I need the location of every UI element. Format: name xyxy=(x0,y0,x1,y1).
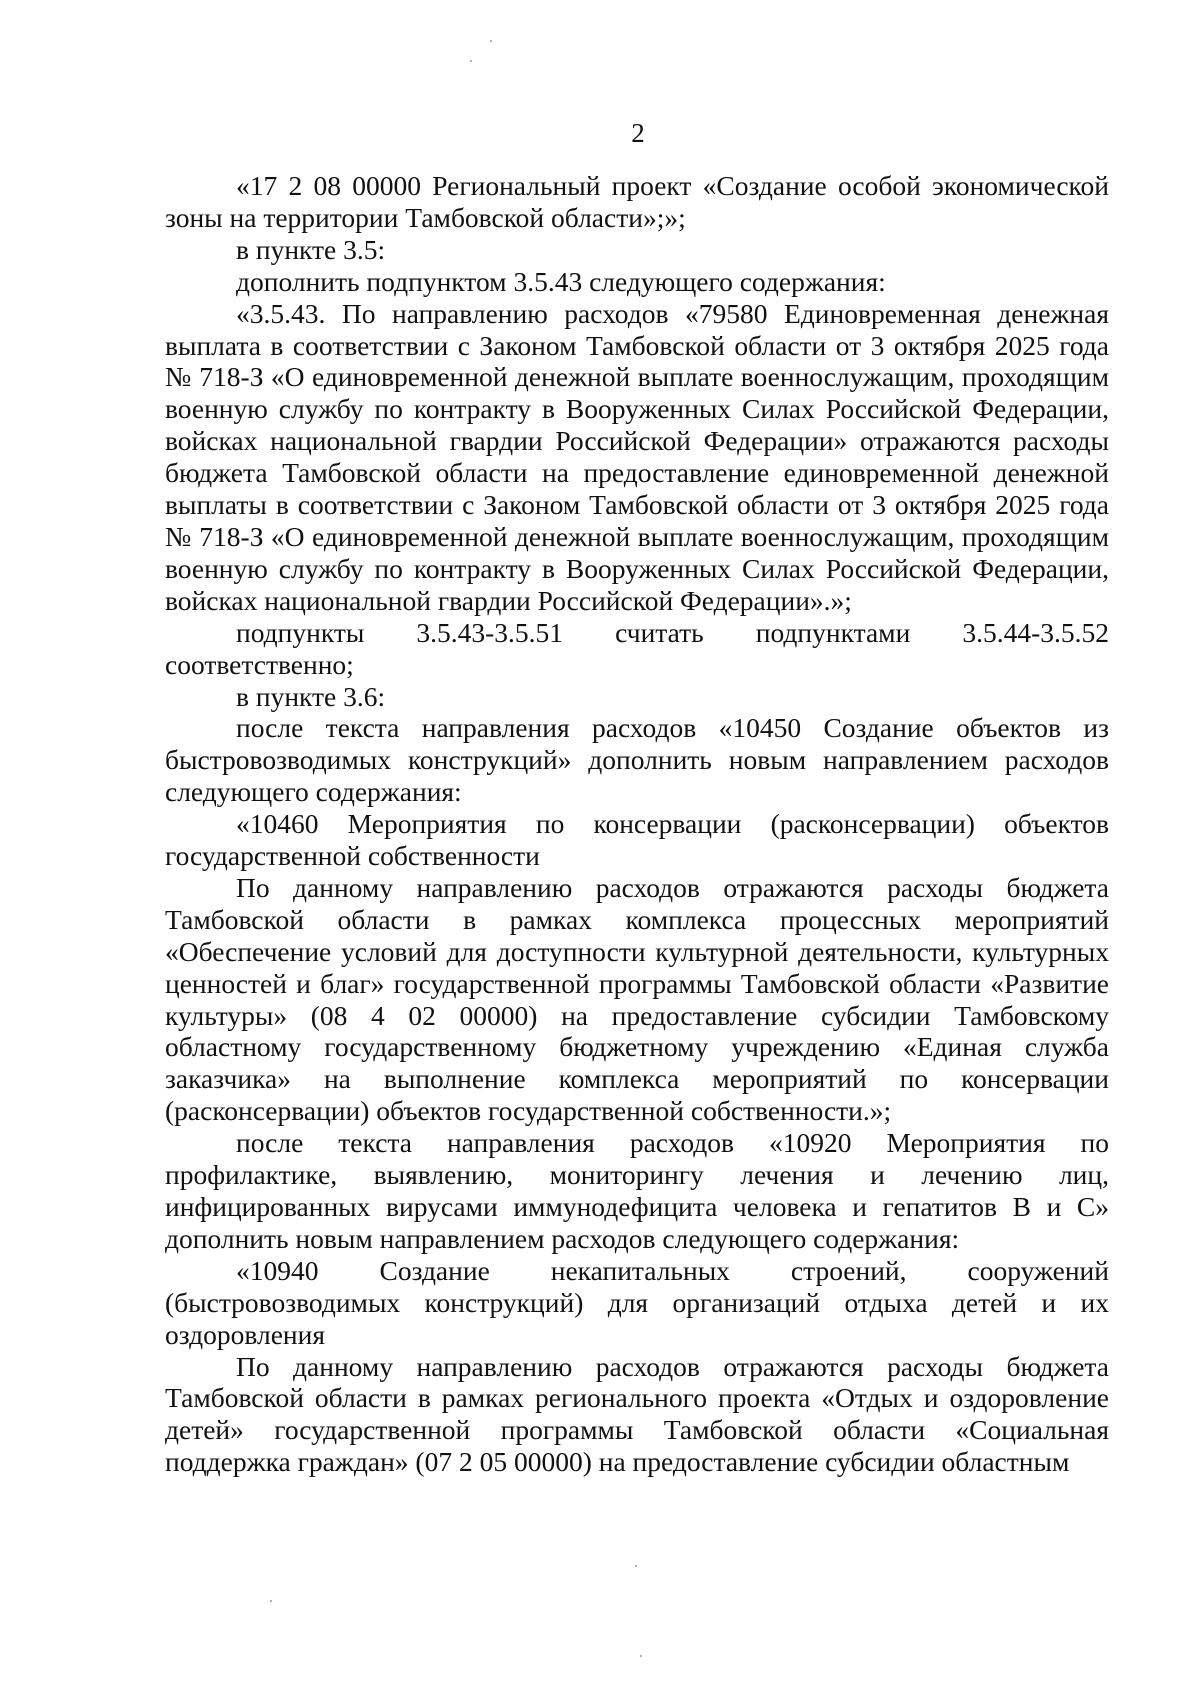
paragraph-subpoint-3-5-43: «3.5.43. По направлению расходов «79580 Единовременная денежная выплата в соответствии с Законом Тамбовской области от 3 октября 2025 года № 718-З «О единовременной денежной выплате военнослужащим, проходящим военную службу по контракту в Вооруженных Силах Российской Федерации, войсках национальной гвардии Российской Федерации» отражаются расходы бюджета Тамбовской области на предоставление единовременной денежной выплаты в соответствии с Законом Тамбовской области от 3 октября 2025 года № 718-З «О единовременной денежной выплате военнослужащим, проходящим военную службу по контракту в Вооруженных Силах Российской Федерации, войсках национальной гвардии Российской Федерации».»; xyxy=(165,297,1109,616)
paragraph-10940-description: По данному направлению расходов отражаются расходы бюджета Тамбовской области в рамках регионального проекта «Отдых и оздоровление детей» государственной программы Тамбовской области «Социальная поддержка граждан» (07 2 05 00000) на предоставление субсидии областным xyxy=(165,1350,1109,1478)
scan-speck xyxy=(635,1565,637,1567)
paragraph-10460-title: «10460 Мероприятия по консервации (расконсервации) объектов государственной собственности xyxy=(165,808,1109,872)
scan-speck xyxy=(470,60,472,62)
paragraph-regional-project: «17 2 08 00000 Региональный проект «Создание особой экономической зоны на территории Тамбовской области»;»; xyxy=(165,170,1109,233)
paragraph-after-10920: после текста направления расходов «10920 Мероприятия по профилактике, выявлению, мониторингу лечения и лечению лиц, инфицированных вирусами иммунодефицита человека и гепатитов B и C» дополнить новым направлением расходов следующего содержания: xyxy=(165,1127,1109,1254)
page-number: 2 xyxy=(631,118,645,148)
scan-speck xyxy=(490,40,492,42)
document-body xyxy=(165,170,1109,1478)
paragraph-10460-description: По данному направлению расходов отражаются расходы бюджета Тамбовской области в рамках комплекса процессных мероприятий «Обеспечение условий для доступности культурной деятельности, культурных ценностей и благ» государственной программы Тамбовской области «Развитие культуры» (08 4 02 00000) на предоставление субсидии Тамбовскому областному государственному бюджетному учреждению «Единая служба заказчика» на выполнение комплекса мероприятий по консервации (расконсервации) объектов государственной собственности.»; xyxy=(165,871,1109,1127)
scan-speck xyxy=(640,1655,642,1657)
paragraph-after-10450: после текста направления расходов «10450 Создание объектов из быстровозводимых конструкций» дополнить новым направлением расходов следующего содержания: xyxy=(165,712,1109,808)
paragraph-point-3-5: в пункте 3.5: xyxy=(236,233,386,265)
paragraph-10940-title: «10940 Создание некапитальных строений, сооружений (быстровозводимых конструкций) для организаций отдыха детей и их оздоровления xyxy=(165,1254,1109,1350)
paragraph-renumber-subpoints: подпункты 3.5.43-3.5.51 считать подпунктами 3.5.44-3.5.52 соответственно; xyxy=(165,616,1109,680)
scan-speck xyxy=(270,1600,272,1602)
paragraph-point-3-6: в пункте 3.6: xyxy=(236,680,386,712)
paragraph-add-subpoint: дополнить подпунктом 3.5.43 следующего содержания: xyxy=(236,265,886,297)
